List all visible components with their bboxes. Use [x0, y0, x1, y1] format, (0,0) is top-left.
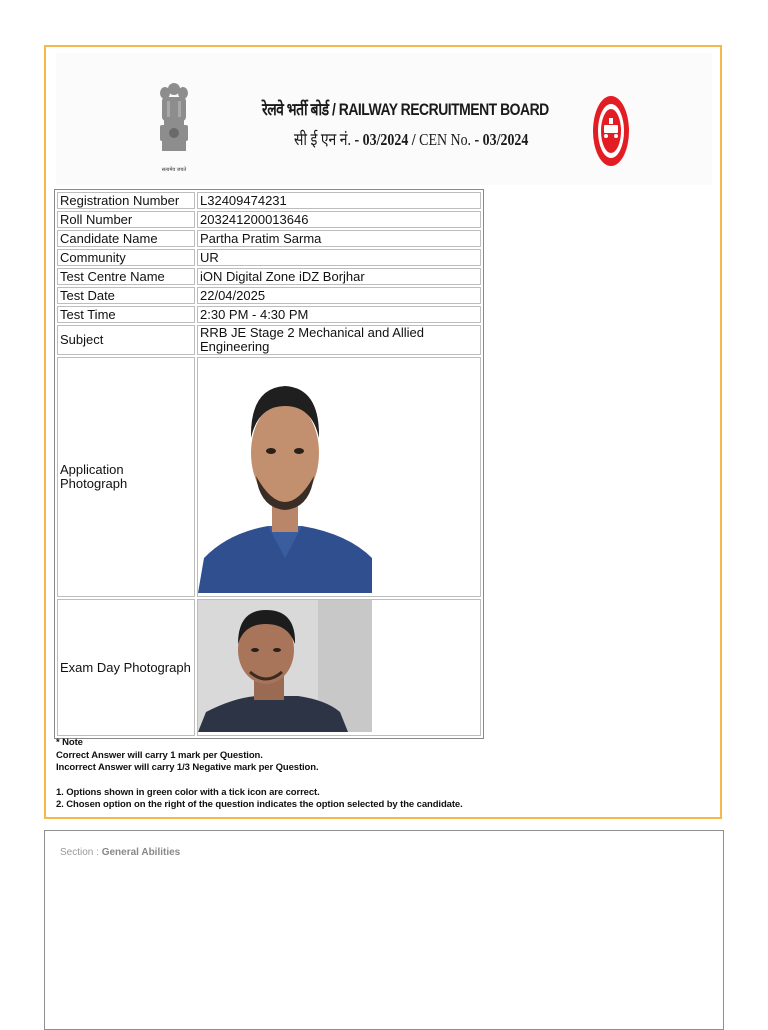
note-title: * Note — [56, 737, 83, 748]
table-row — [57, 192, 481, 209]
test-centre-value: iON Digital Zone iDZ Borjhar — [197, 268, 481, 285]
table-row — [57, 325, 481, 355]
cen-number — [294, 127, 528, 150]
cen-dash1: - 03/2024 / — [351, 130, 420, 149]
table-row — [57, 230, 481, 247]
candidate-name-label: Candidate Name — [57, 230, 195, 247]
candidate-info-table — [54, 189, 484, 739]
board-title-separator: / — [328, 100, 339, 119]
emblem-caption: सत्यमेव जयते — [161, 167, 187, 173]
roll-number-value: 203241200013646 — [197, 211, 481, 228]
board-title-hindi: रेलवे भर्ती बोर्ड — [262, 100, 329, 119]
note-block — [56, 737, 463, 812]
cen-dash2: - 03/2024 — [471, 130, 529, 149]
note-line-correct: Correct Answer will carry 1 mark per Question. — [56, 749, 263, 761]
test-date-value: 22/04/2025 — [197, 287, 481, 304]
indian-railways-logo-icon — [588, 93, 634, 169]
registration-number-value: L32409474231 — [197, 192, 481, 209]
section-label — [60, 847, 180, 858]
test-time-value: 2:30 PM - 4:30 PM — [197, 306, 481, 323]
response-sheet-panel — [44, 45, 722, 819]
table-row — [57, 287, 481, 304]
application-photograph — [198, 358, 372, 593]
national-emblem-icon — [154, 79, 194, 179]
board-title-english: RAILWAY RECRUITMENT BOARD — [338, 100, 549, 119]
exam-day-photo-cell — [197, 599, 481, 736]
table-row — [57, 599, 481, 736]
application-photo-label: Application Photograph — [57, 357, 195, 597]
table-row — [57, 211, 481, 228]
table-row — [57, 357, 481, 597]
test-time-label: Test Time — [57, 306, 195, 323]
cen-hindi: सी ई एन नं. — [294, 130, 352, 149]
section-prefix: Section : — [60, 847, 102, 858]
note-line-green-options: 1. Options shown in green color with a tick icon are correct. — [56, 786, 320, 798]
candidate-name-value: Partha Pratim Sarma — [197, 230, 481, 247]
cen-english: CEN No. — [419, 130, 472, 149]
test-date-label: Test Date — [57, 287, 195, 304]
application-photo-cell — [197, 357, 481, 597]
community-label: Community — [57, 249, 195, 266]
registration-number-label: Registration Number — [57, 192, 195, 209]
roll-number-label: Roll Number — [57, 211, 195, 228]
note-line-incorrect: Incorrect Answer will carry 1/3 Negative mark per Question. — [56, 762, 319, 773]
header — [56, 53, 712, 185]
subject-label: Subject — [57, 325, 195, 355]
note-line-chosen-option: 2. Chosen option on the right of the question indicates the option selected by the candidate. — [56, 799, 463, 810]
test-centre-label: Test Centre Name — [57, 268, 195, 285]
exam-day-photograph — [198, 600, 372, 732]
board-title — [262, 97, 549, 120]
community-value: UR — [197, 249, 481, 266]
exam-day-photo-label: Exam Day Photograph — [57, 599, 195, 736]
subject-value: RRB JE Stage 2 Mechanical and Allied Engineering — [197, 325, 481, 355]
section-name: General Abilities — [101, 847, 181, 858]
section-panel — [44, 830, 724, 1030]
table-row — [57, 306, 481, 323]
table-row — [57, 249, 481, 266]
table-row — [57, 268, 481, 285]
